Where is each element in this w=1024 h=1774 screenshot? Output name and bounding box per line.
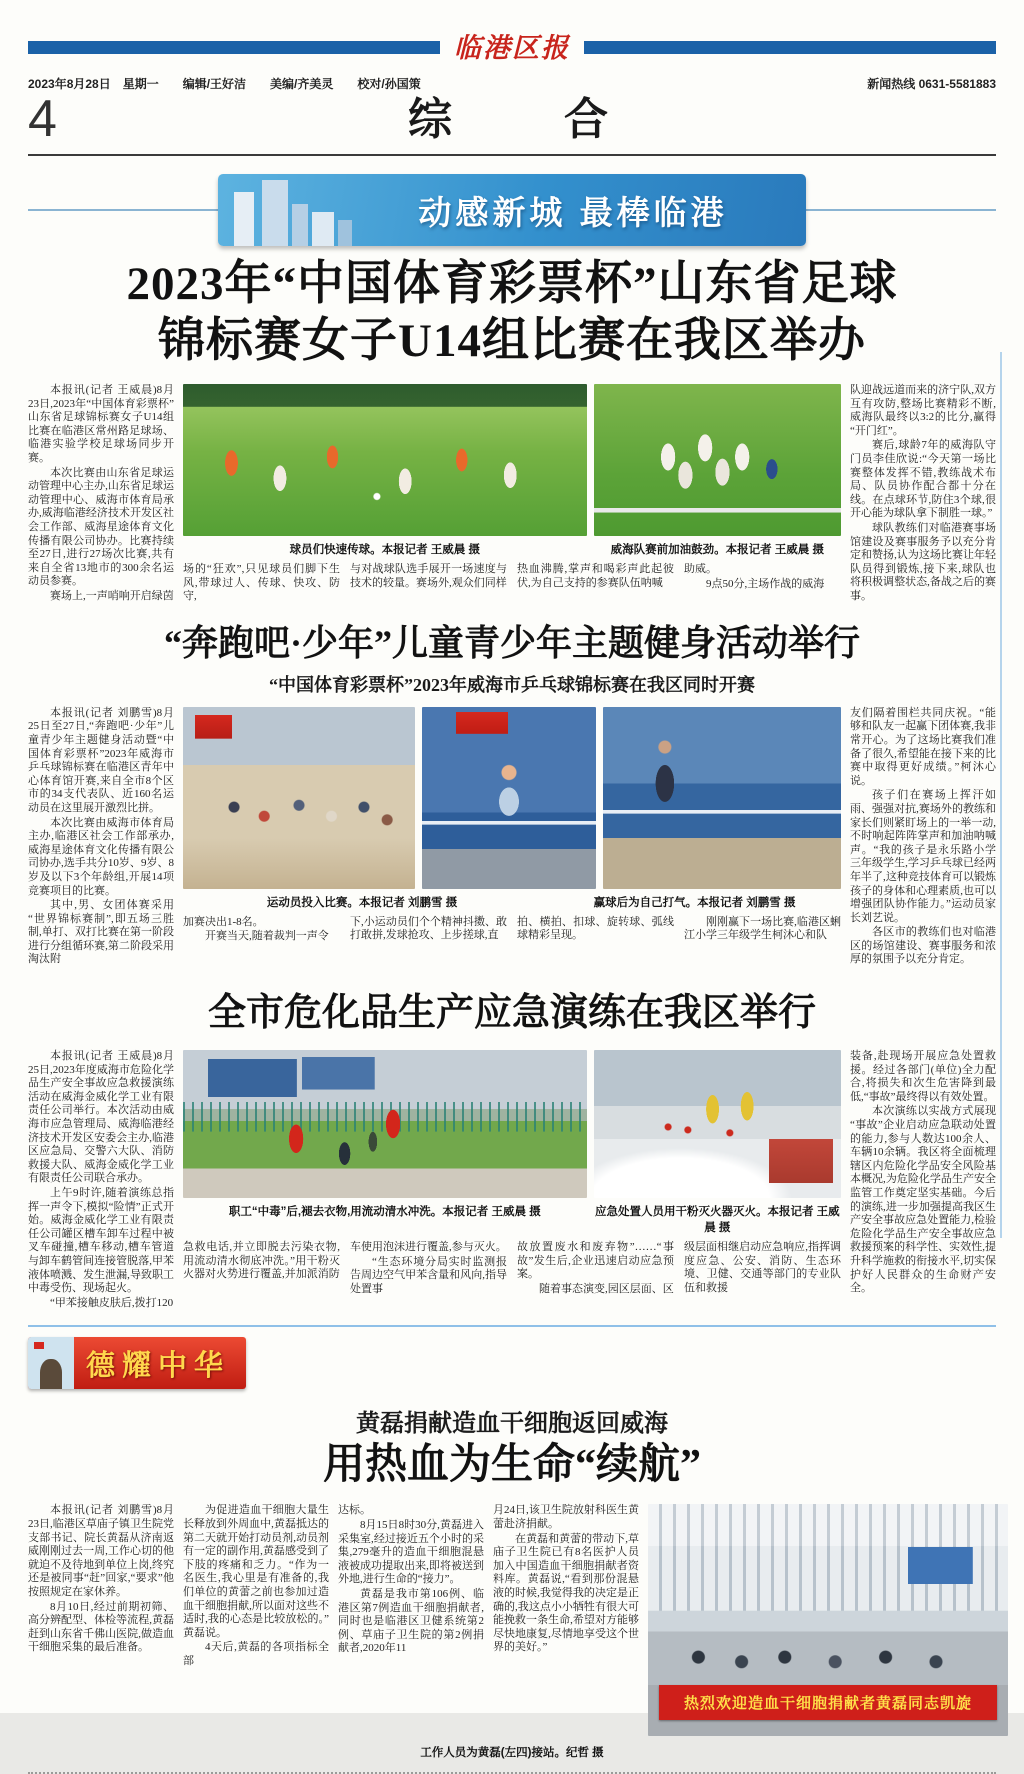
article4-body [28, 1504, 996, 1736]
article4-headline: 用热血为生命“续航” [322, 1442, 701, 1489]
text-column [350, 916, 507, 945]
article3-photos [183, 1050, 841, 1198]
masthead-rule [28, 154, 996, 156]
article2-photos [183, 707, 841, 889]
article2-subtitle: “中国体育彩票杯”2023年威海市乒乓球锦标赛在我区同时开赛 [269, 674, 755, 695]
paragraph: 本报讯(记者 王威晨)8月25日,2023年度威海市危险化学品生产安全事故应急救援演练活动在威海金威化学工业有限责任公司举行。本次活动由威海市应急管理局、威海临港经济技术开发区安委会主办,临港区应急局、交警六大队、消防救援大队、威海金威化学工业有限责任公司联合承办。 [28, 1050, 174, 1185]
article4-column2 [183, 1504, 329, 1736]
article4-column1 [28, 1504, 174, 1736]
paragraph: 9点50分,主场作战的威海 [706, 577, 825, 590]
paragraph: 赛场上,一声哨响开启绿茵 [50, 589, 174, 602]
photo-caption: 赢球后为自己打气。本报记者 刘鹏雪 摄 [593, 896, 796, 909]
paragraph: 刚刚赢下一场比赛,临港区蜊江小学三年级学生柯沐心和队 [684, 915, 841, 942]
photo-table-tennis-player [422, 707, 596, 889]
deyao-zhonghua-badge [28, 1337, 246, 1389]
paragraph: 队迎战远道而来的济宁队,双方互有攻防,整场比赛精彩不断,威海队最终以3:2的比分,赢得“开门红”。 [850, 384, 996, 437]
photo-caption: 运动员投入比赛。本报记者 刘鹏雪 摄 [266, 896, 458, 909]
paragraph: 8月15日8时30分,黄磊进入采集室,经过接近五个小时的采集,279毫升的造血干细胞混悬液被成功提取出来,即将被送到外地,进行生命的“接力”。 [338, 1518, 484, 1586]
article4-kicker: 黄磊捐献造血干细胞返回威海 [356, 1411, 668, 1438]
paragraph: 月24日,该卫生院放射科医生黄蕾赴济捐献。 [493, 1504, 639, 1530]
section-title: 综 合 [408, 95, 616, 144]
article2-right-column [850, 707, 996, 968]
news-hotline: 新闻热线 0631-5581883 [867, 77, 996, 91]
article3-left-column [28, 1050, 174, 1311]
article3-headline: 全市危化品生产应急演练在我区举行 [207, 992, 816, 1035]
paragraph: 场的“狂欢”,只见球员们脚下生风,带球过人、传球、快攻、防守, [183, 563, 340, 603]
paragraph: 4天后,黄磊的各项指标全部 [183, 1641, 329, 1667]
article3-right-column [850, 1050, 996, 1311]
paragraph: 加赛决出1-8名。 [183, 915, 264, 928]
article1-captions [183, 536, 841, 563]
text-column [517, 563, 674, 605]
paragraph: 与对战球队选手展开一场速度与技术的较量。赛场外,观众们同样 [350, 563, 507, 589]
masthead-bar-row [28, 28, 996, 67]
article1-bottom-columns [183, 563, 841, 605]
paragraph: 在黄磊和黄蕾的带动下,草庙子卫生院已有8名医护人员加入中国造血干细胞捐献者资料库。黄磊说,“看到那份混悬液的时候,我觉得我的决定是正确的,我这点小小牺牲有很大可能挽救一条生命,希望对方能够尽快地康复,尽情地享受这个世界的美好。” [493, 1532, 639, 1654]
photo-caption: 威海队赛前加油鼓劲。本报记者 王威晨 摄 [610, 544, 824, 556]
right-column-rule [1000, 352, 1002, 1238]
text-column [183, 916, 340, 945]
promo-banner-row [28, 174, 996, 246]
article4-photo-caption: 工作人员为黄磊(左四)接站。纪哲 摄 [420, 1747, 604, 1760]
paragraph: 本报讯(记者 刘鹏雪)8月25日至27日,“奔跑吧·少年”儿童青少年主题健身活动暨“中国体育彩票杯”2023年威海市乒乓球锦标赛在临港区青年中心体育馆开赛,来自全市8个区市的34支代表队、近160名运动员在这里展开激烈比拼。 [28, 706, 174, 814]
paragraph: 达标。 [338, 1504, 371, 1517]
paragraph: 友们隔着围栏共同庆祝。“能够和队友一起赢下团体赛,我非常开心。为了这场比赛我们准备了很久,希望能在接下来的比赛中取得更好成绩。”柯沐心说。 [850, 706, 996, 787]
paragraph: 赛后,球龄7年的威海队守门员李佳欣说:“今天第一场比赛整体发挥不错,教练战术布局、队员协作配合都十分在线。在点球环节,防住3个球,很开心能为球队拿下制胜一球。” [850, 439, 996, 520]
photo-fire-extinguisher-drill [594, 1050, 841, 1198]
article2-headline: “奔跑吧·少年”儿童青少年主题健身活动举行 [163, 622, 860, 663]
paragraph: 下,小运动员们个个精神抖擞、敢打敢拼,发球抢攻、上步搓球,直 [350, 915, 507, 942]
photo-station-welcome [648, 1504, 1008, 1736]
text-column [684, 916, 841, 945]
article1-right-column [850, 384, 996, 605]
paragraph: 本次比赛由威海市体育局主办,临港区社会工作部承办,威海星途体育文化传播有限公司协办,选手共分10岁、9岁、8岁及以下3个年龄组,开展14项竞赛项目的比赛。 [28, 816, 174, 897]
section-title-row [28, 90, 996, 148]
text-column [350, 1241, 507, 1297]
paragraph: 随着事态演变,园区层面、区 [539, 1282, 674, 1295]
date-line: 2023年8月28日 星期一 编辑/王好洁 美编/齐美灵 校对/孙国策 [28, 77, 421, 91]
paragraph: 本报讯(记者 王威晨)8月23日,2023年“中国体育彩票杯”山东省足球锦标赛女子U14组比赛在临港区常州路足球场、临港实验学校足球场同步开赛。 [28, 384, 174, 464]
article3-middle [183, 1050, 841, 1311]
masthead-bar-right [584, 41, 996, 54]
photo-player-celebrating [603, 707, 841, 889]
paragraph: 急救电话,并立即脱去污染衣物,用流动清水彻底冲洗。”用干粉灭火器对火势进行覆盖,并加派消防 [183, 1241, 340, 1281]
paragraph: 热血沸腾,掌声和喝彩声此起彼伏,为自己支持的参赛队伍呐喊 [517, 563, 674, 589]
article3-bottom-columns [183, 1241, 841, 1297]
text-column [684, 563, 841, 605]
welcome-banner-text: 热烈欢迎造血干细胞捐献者黄磊同志凯旋 [659, 1685, 997, 1720]
paragraph: 8月10日,经过前期初筛、高分辨配型、体检等流程,黄磊赶到山东省千佛山医院,做造血干细胞采集的最后准备。 [28, 1600, 174, 1654]
photo-caption: 应急处置人员用干粉灭火器灭火。本报记者 王威晨 摄 [594, 1206, 840, 1235]
text-column [183, 1241, 340, 1297]
paragraph: 本次比赛由山东省足球运动管理中心主办,山东省足球运动管理中心、威海市体育局承办,威海临港经济技术开发区社会工作部、威海星途体育文化传播有限公司协办。比赛持续至27日,进行27场次比赛,共有来自全省13地市的300余名运动员参赛。 [28, 466, 174, 588]
paragraph: 各区市的教练们也对临港区的场馆建设、赛事服务和浓厚的氛围予以充分肯定。 [850, 926, 996, 966]
article1-body [28, 384, 996, 605]
article4-column4 [493, 1504, 639, 1736]
photo-caption: 球员们快速传球。本报记者 王威晨 摄 [289, 544, 480, 556]
text-column [684, 1241, 841, 1297]
paragraph: 本次演练以实战方式展现“事故”企业启动应急联动处置的能力,参与人数达100余人、车辆10余辆。我区将全面梳理辖区内危险化学品安全风险基本概况,为危险化学品生产安全监管工作奠定坚实基础。今后的演练,进一步加强提高我区生产安全事故应急处置能力,检验危险化学品生产安全事故应急救援预案的科学性、实效性,提升科学施救的衔接水平,切实保护好人民群众的生命财产安全。 [850, 1105, 996, 1295]
photo-caption: 职工“中毒”后,褪去衣物,用流动清水冲洗。本报记者 王威晨 摄 [228, 1206, 541, 1219]
masthead-bar-left [28, 41, 440, 54]
paragraph: 本报讯(记者 刘鹏雪)8月23日,临港区草庙子镇卫生院党支部书记、院长黄磊从济南返威刚刚过去一周,工作心切的他就迫不及待地到单位上岗,终究还是被同事“赶”回家,“要求”他按照规定在家休养。 [28, 1504, 174, 1598]
text-column [517, 916, 674, 945]
city-skyline-icon [218, 174, 368, 246]
page-number: 4 [28, 90, 57, 148]
article2-bottom-columns [183, 916, 841, 945]
paragraph: 黄磊是我市第106例、临港区第7例造血干细胞捐献者,同时也是临港区卫健系统第2例、草庙子卫生院的第2例捐献者,2020年11 [338, 1587, 484, 1655]
paragraph: 为促进造血干细胞大量生长释放到外周血中,黄磊抵达的第二天就开始打动员剂,动员剂有一定的副作用,黄磊感受到了下肢的疼痛和乏力。“作为一名医生,我心里是有准备的,我们单位的黄蕾之前也参加过造血干细胞捐献,所以面对这些不适时,我的心态是比较放松的。”黄磊说。 [183, 1504, 329, 1639]
article1-left-column [28, 384, 174, 605]
paragraph: 助威。 [684, 563, 717, 575]
text-column [517, 1241, 674, 1297]
paper-name: 临港区报 [454, 33, 570, 64]
section-separator-rule [28, 1325, 996, 1327]
soldier-statue-icon [28, 1337, 74, 1389]
masthead [28, 28, 996, 156]
article2-middle [183, 707, 841, 968]
paragraph: 拍、横拍、扣球、旋转球、弧线球精彩呈现。 [517, 915, 674, 942]
paragraph: 开赛当天,随着裁判一声令 [205, 930, 329, 943]
text-column [350, 563, 507, 605]
article2-captions [183, 889, 841, 916]
banner-side-line-right [806, 209, 996, 211]
badge-label: 德耀中华 [85, 1349, 230, 1382]
article4-column3 [338, 1504, 484, 1736]
masthead-meta [28, 75, 996, 92]
article2-left-column [28, 707, 174, 968]
paragraph: 故放置废水和废弃物”……“事故”发生后,企业迅速启动应急预案。 [517, 1241, 674, 1281]
article1-headline-line2: 锦标赛女子U14组比赛在我区举办 [158, 315, 866, 367]
article3-body [28, 1050, 996, 1311]
text-column [183, 563, 340, 605]
paragraph: “生态环境分局实时监测报告周边空气甲苯含量和风向,指导处置事 [350, 1255, 507, 1295]
paragraph: 孩子们在赛场上挥汗如雨、强强对抗,赛场外的教练和家长们则紧盯场上的一举一动,不时响起阵阵掌声和加油呐喊声。“我的孩子是永乐路小学三年级学生,学习乒乓球已经两年半了,这种竞技体育可以锻炼孩子的身体和心理素质,也可以增强团队协作能力。”运动员家长刘艺说。 [850, 789, 996, 924]
paragraph: 车使用泡沫进行覆盖,参与灭火。 [350, 1241, 507, 1254]
article3-captions [183, 1198, 841, 1241]
banner-side-line-left [28, 209, 218, 211]
article1-middle [183, 384, 841, 605]
paragraph: “甲苯接触皮肤后,拨打120 [50, 1296, 174, 1309]
banner-slogan: 动感新城 最棒临港 [418, 193, 728, 231]
paragraph: 球队教练们对临港赛事场馆建设及赛事服务予以充分肯定和赞扬,认为这场比赛让年轻队员得到锻炼,接下来,球队也将积极调整状态,备战之后的赛事。 [850, 521, 996, 602]
article1-photos [183, 384, 841, 536]
paragraph: 上午9时许,随着演练总指挥一声令下,模拟“险情”正式开始。威海金威化学工业有限责任公司罐区槽车卸车过程中被叉车碰撞,槽车移动,槽车管道与卸车鹤管间连接管脱落,甲苯液体喷溅、发生泄漏,导致职工中毒受伤、现场起火。 [28, 1187, 174, 1295]
photo-decontamination-drill [183, 1050, 587, 1198]
paragraph: 级层面相继启动应急响应,指挥调度应急、公安、消防、生态环境、卫健、交通等部门的专业队伍和救援 [684, 1241, 841, 1294]
photo-team-cheer [594, 384, 841, 536]
article1-headline [28, 256, 996, 370]
article2-body [28, 707, 996, 968]
promo-banner [218, 174, 806, 246]
photo-soccer-passing [183, 384, 587, 536]
paragraph: 装备,赴现场开展应急处置救援。经过各部门(单位)全力配合,将损失和次生危害降到最低,“事故”最终得以有效处置。 [850, 1050, 996, 1103]
article1-headline-line1: 2023年“中国体育彩票杯”山东省足球 [126, 258, 898, 310]
photo-fitness-crowd [183, 707, 415, 889]
paragraph: 其中,男、女团体赛采用“世界锦标赛制”,即五场三胜制,单打、双打比赛在第一阶段进行分组循环赛,第二阶段采用淘汰附 [28, 899, 174, 966]
